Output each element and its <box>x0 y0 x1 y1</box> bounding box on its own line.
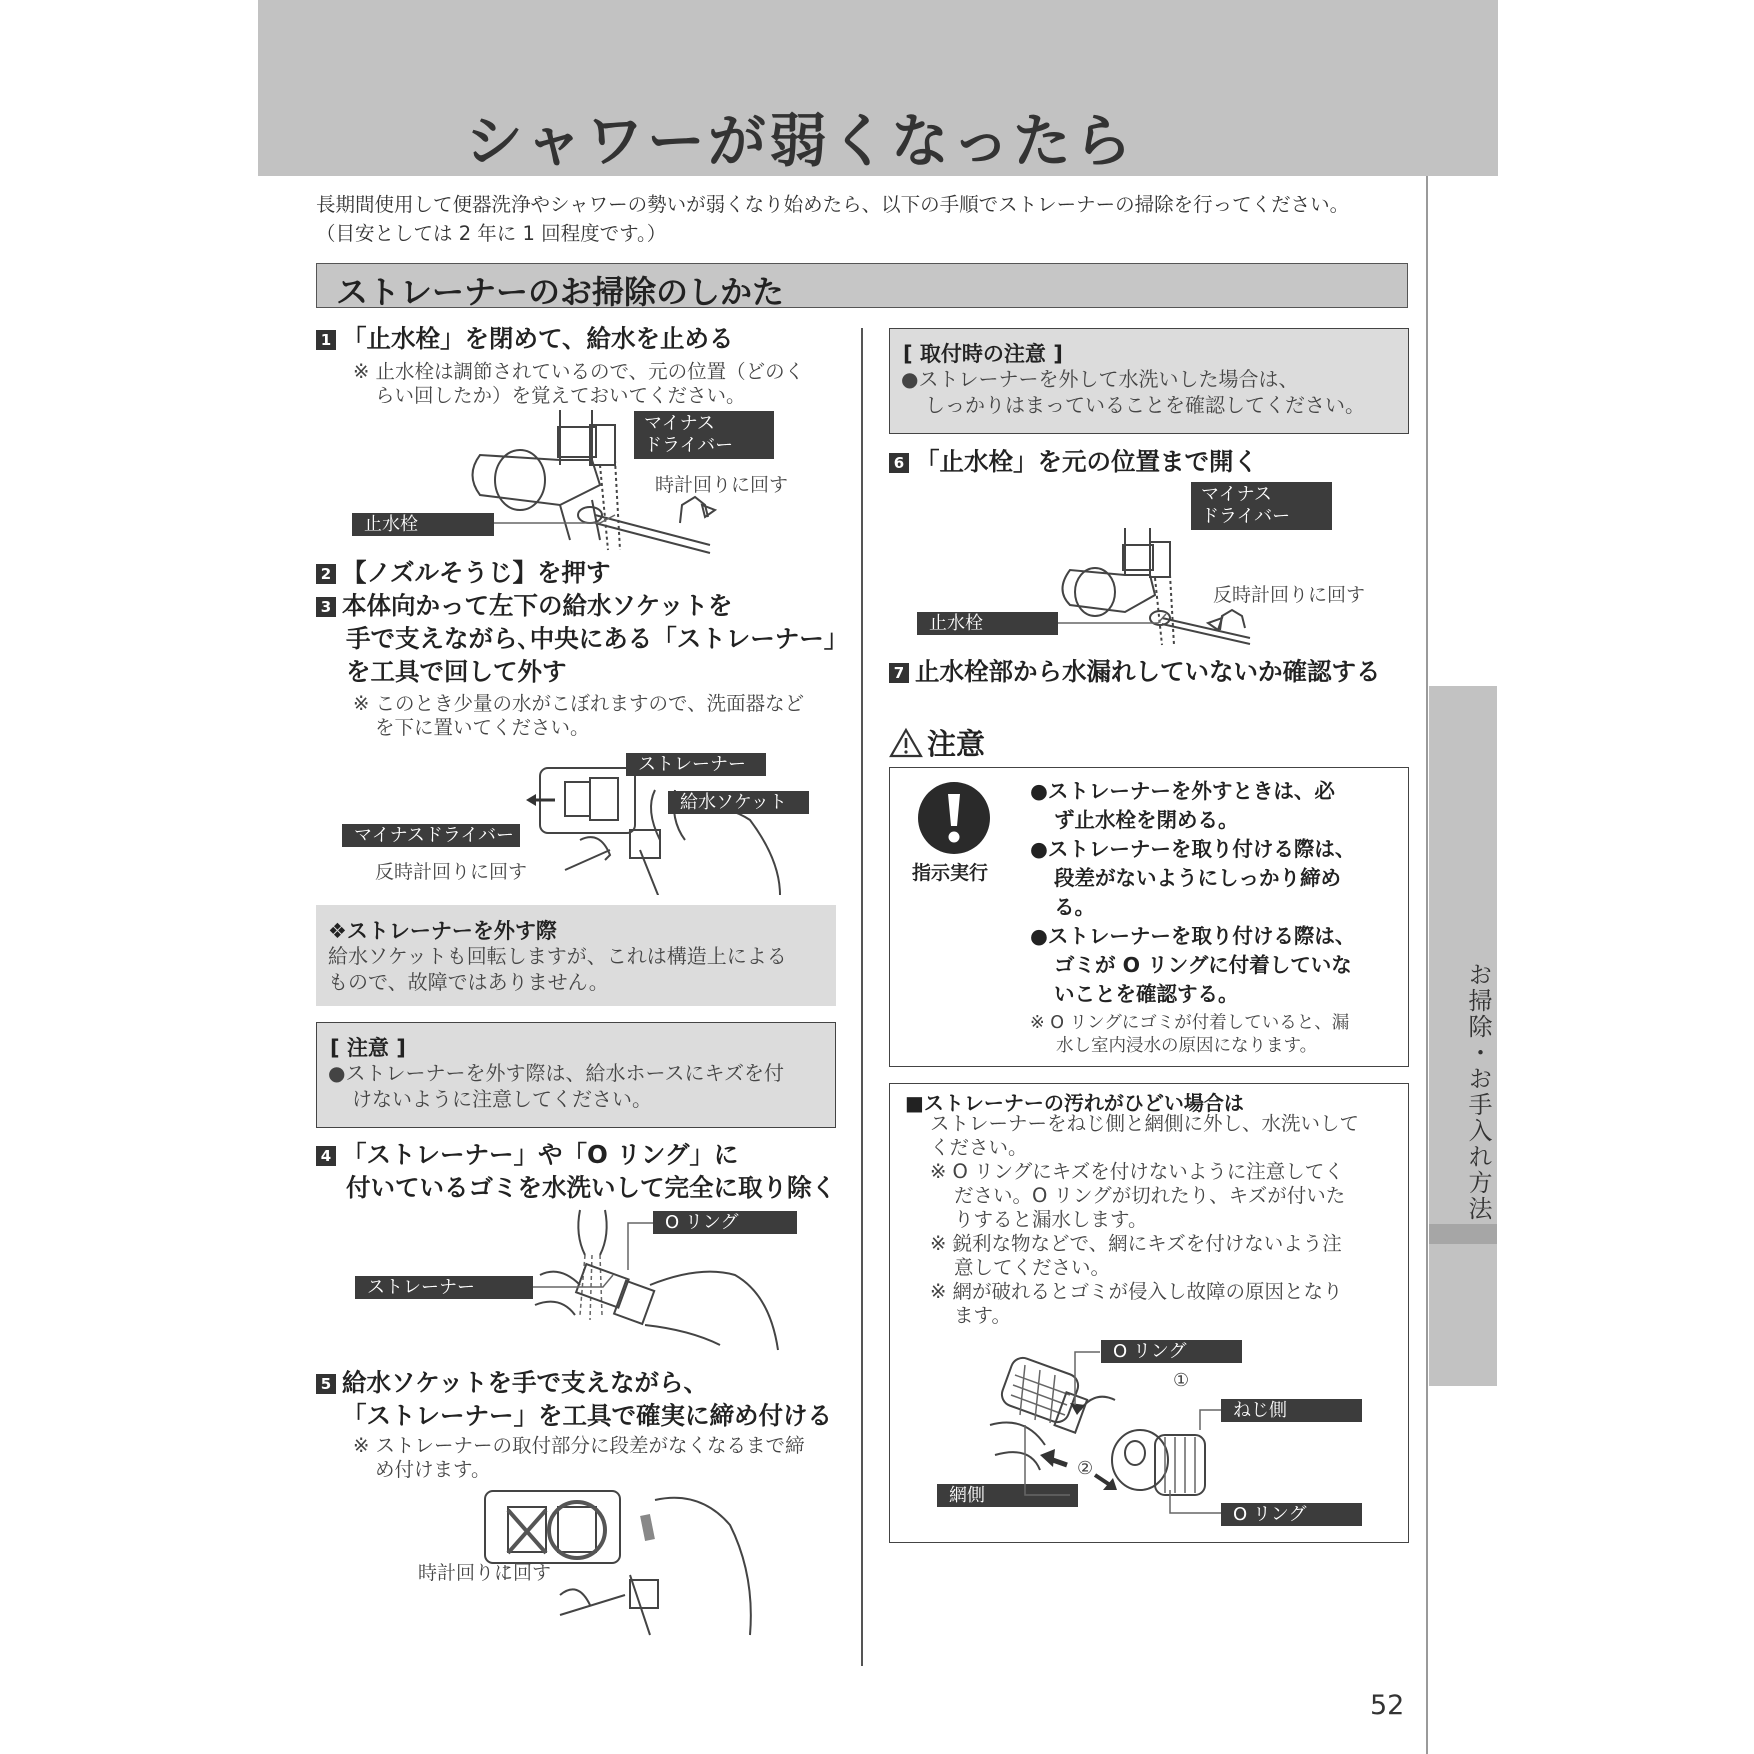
label-step-circle-2: ② <box>1077 1458 1094 1479</box>
label-mesh-side: 網側 <box>937 1484 1078 1507</box>
text-line: ※ O リングにゴミが付着していると、漏 <box>1030 1013 1350 1033</box>
text-line: ださい。O リングが切れたり、キズが付いた <box>954 1184 1346 1207</box>
text-line: ●ストレーナーを外す際は、給水ホースにキズを付 <box>328 1061 785 1085</box>
dirty-box-title: ■ストレーナーの汚れがひどい場合は <box>905 1091 1244 1115</box>
step-text: 「ストレーナー」や「O リング」に <box>342 1140 739 1169</box>
step-text: 【ノズルそうじ】を押す <box>342 558 611 587</box>
step-number: 1 <box>316 330 336 350</box>
note-line: らい回したか）を覚えておいてください。 <box>375 384 746 407</box>
label-counterclockwise-6: 反時計回りに回す <box>1213 584 1366 606</box>
text-line: もので、故障ではありません。 <box>328 970 609 994</box>
note-line: め付けます。 <box>375 1458 491 1481</box>
text-line: 給水ソケットも回転しますが、これは構造上による <box>328 944 787 968</box>
warning-item-3 <box>1030 922 1355 1009</box>
text-line: ※ O リングにキズを付けないように注意してく <box>930 1160 1344 1183</box>
text-line: 段差がないようにしっかり締め <box>1054 866 1341 890</box>
label-clockwise-5: 時計回りに回す <box>418 1562 552 1584</box>
label-supply-socket: 給水ソケット <box>668 791 809 814</box>
step-7 <box>889 655 1381 688</box>
text-line: ●ストレーナーを取り付ける際は、 <box>1030 924 1356 948</box>
step-text: 「止水栓」を元の位置まで開く <box>915 447 1258 476</box>
mandatory-action-icon <box>916 780 992 856</box>
label-shutoff-valve: 止水栓 <box>352 513 494 536</box>
warning-heading: 注意 <box>927 727 986 761</box>
step-text: を工具で回して外す <box>346 657 567 686</box>
text-line: る。 <box>1054 895 1095 919</box>
page-title: シャワーが弱くなったら <box>465 107 1135 175</box>
right-margin-rule <box>1426 176 1428 1754</box>
step-text: 「止水栓」を閉めて、給水を止める <box>342 324 734 353</box>
warning-note <box>1030 1012 1349 1058</box>
text-line: ※ 網が破れるとゴミが侵入し故障の原因となり <box>930 1280 1343 1303</box>
step-6 <box>889 445 1258 478</box>
label-minus-driver-6 <box>1191 482 1332 530</box>
step-4 <box>316 1138 836 1204</box>
text-line: ゴミが O リングに付着していな <box>1054 953 1352 977</box>
text-line: 意してください。 <box>954 1256 1111 1279</box>
label-minus-driver-3: マイナスドライバー <box>342 824 520 847</box>
step-5 <box>316 1366 832 1432</box>
step-text: 止水栓部から水漏れしていないか確認する <box>915 657 1381 686</box>
text-line: ます。 <box>954 1304 1011 1327</box>
step-number: 6 <box>889 453 909 473</box>
label-line: マイナス <box>644 413 715 434</box>
step-text: 給水ソケットを手で支えながら、 <box>342 1368 709 1397</box>
label-line: ドライバー <box>644 435 734 456</box>
step-number: 3 <box>316 597 336 617</box>
label-line: ドライバー <box>1201 506 1291 527</box>
label-o-ring-4: O リング <box>653 1211 797 1234</box>
step-2 <box>316 556 611 589</box>
step-1-note <box>353 360 804 408</box>
install-note-text <box>901 366 1365 418</box>
warning-triangle-icon <box>889 727 923 759</box>
step-number: 7 <box>889 663 909 683</box>
remove-note-title: ❖ストレーナーを外す際 <box>328 919 557 943</box>
caution-box-text <box>328 1060 784 1112</box>
install-note-title: [ 取付時の注意 ] <box>903 342 1063 366</box>
label-strainer-4: ストレーナー <box>355 1276 533 1299</box>
step-text: 「ストレーナー」を工具で確実に締め付ける <box>342 1401 832 1430</box>
intro-text <box>316 190 1426 248</box>
text-line: いことを確認する。 <box>1054 982 1239 1006</box>
leader-lines <box>533 1220 653 1300</box>
step-number: 2 <box>316 564 336 584</box>
step-text: 付いているゴミを水洗いして完全に取り除く <box>346 1173 836 1202</box>
text-line: しっかりはまっていることを確認してください。 <box>925 393 1365 417</box>
label-counterclockwise-3: 反時計回りに回す <box>375 861 528 883</box>
step-5-note <box>353 1434 805 1482</box>
step-3 <box>316 589 848 688</box>
text-line: りすると漏水します。 <box>954 1208 1148 1231</box>
step-text: 手で支えながら､中央にある「ストレーナー」 <box>346 624 849 653</box>
step-text: 本体向かって左下の給水ソケットを <box>342 591 733 620</box>
label-screw-side: ねじ側 <box>1221 1399 1362 1422</box>
label-strainer: ストレーナー <box>626 753 766 776</box>
note-line: を下に置いてください。 <box>375 716 590 739</box>
step-3-note <box>353 692 804 740</box>
label-o-ring-top: O リング <box>1101 1340 1242 1363</box>
warning-item-1 <box>1030 777 1335 835</box>
text-line: ※ 鋭利な物などで、網にキズを付けないよう注 <box>930 1232 1342 1255</box>
label-shutoff-valve-6: 止水栓 <box>917 612 1058 635</box>
leader-lines <box>490 500 650 550</box>
label-line: マイナス <box>1201 484 1272 505</box>
text-line: 水し室内浸水の原因になります。 <box>1056 1036 1318 1056</box>
note-line: ※ 止水栓は調節されているので、元の位置（どのく <box>353 360 805 383</box>
leader-lines <box>1058 600 1168 640</box>
label-minus-driver <box>634 411 774 459</box>
remove-note-text <box>328 943 787 995</box>
intro-line-1: 長期間使用して便器洗浄やシャワーの勢いが弱くなり始めたら、以下の手順でストレーナーの掃除を行ってください。 <box>316 193 1350 216</box>
text-line: ●ストレーナーを取り付ける際は、 <box>1030 837 1356 861</box>
dirty-box-text <box>930 1112 1359 1328</box>
step-number: 4 <box>316 1146 336 1166</box>
warning-item-2 <box>1030 835 1355 922</box>
caution-box-title: [ 注意 ] <box>330 1036 406 1060</box>
step-number: 5 <box>316 1374 336 1394</box>
intro-line-2: （目安としては 2 年に 1 回程度です。） <box>316 222 667 245</box>
text-line: ず止水栓を閉める。 <box>1054 808 1239 832</box>
side-tab-stripe <box>1429 1224 1497 1244</box>
text-line: ●ストレーナーを外して水洗いした場合は、 <box>901 367 1299 391</box>
column-divider <box>861 328 863 1666</box>
step-1 <box>316 322 734 355</box>
label-o-ring-bottom: O リング <box>1221 1503 1362 1526</box>
section-title: ストレーナーのお掃除のしかた <box>336 273 785 311</box>
text-line: ●ストレーナーを外すときは、必 <box>1030 779 1335 803</box>
text-line: ストレーナーをねじ側と網側に外し、水洗いして <box>930 1112 1360 1135</box>
page-number: 52 <box>1370 1690 1405 1721</box>
leader-lines <box>1020 1345 1230 1525</box>
label-clockwise: 時計回りに回す <box>655 474 789 496</box>
text-line: ください。 <box>930 1136 1028 1159</box>
label-step-circle-1: ① <box>1173 1370 1190 1391</box>
side-tab-label: お掃除・お手入れ方法 <box>1464 962 1492 1222</box>
strainer-removal-illustration <box>520 760 820 895</box>
note-line: ※ このとき少量の水がこぼれますので、洗面器など <box>353 692 805 715</box>
text-line: けないように注意してください。 <box>352 1087 652 1111</box>
note-line: ※ ストレーナーの取付部分に段差がなくなるまで締 <box>353 1434 805 1457</box>
mandatory-action-caption: 指示実行 <box>912 862 989 884</box>
